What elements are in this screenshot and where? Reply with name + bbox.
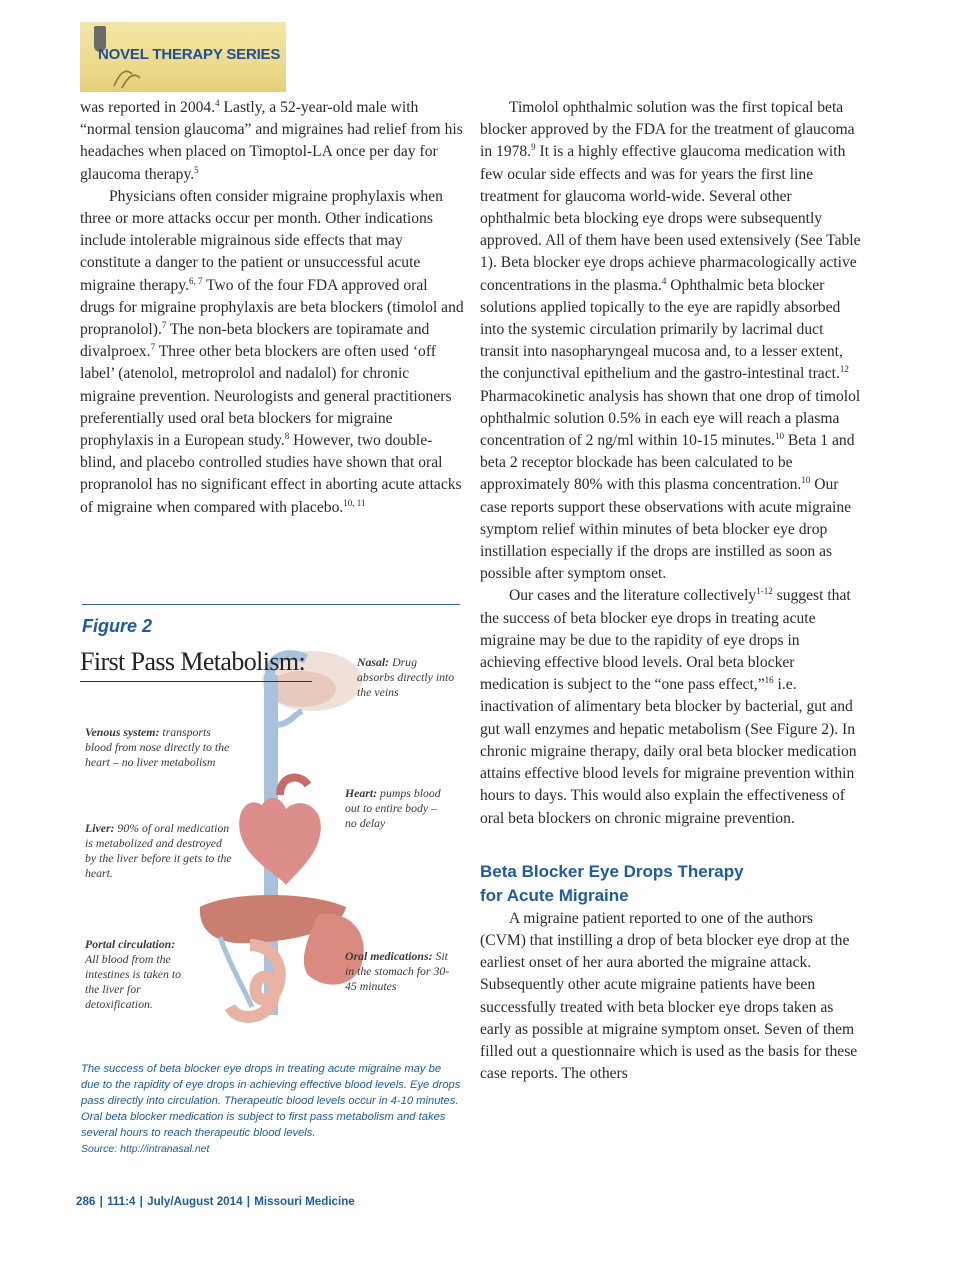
- annotation-venous: [85, 725, 235, 770]
- page-footer: [76, 1195, 355, 1208]
- annotation-portal: [85, 937, 187, 1012]
- text-run: It is a highly effective glaucoma medication with few ocular side effects and was for years the first line treatment for glaucoma world-wide. Several other ophthalmic beta blocking eye drops were subsequently approved. All of them have been used extensively (See Table 1). Beta blocker eye drops achieve pharmacologically active concentrations in the plasma.: [480, 143, 861, 294]
- citation-marker: 10, 11: [343, 497, 366, 508]
- annotation-oral: [345, 949, 455, 994]
- paragraph: [80, 186, 464, 519]
- citation-marker: 9: [531, 142, 536, 153]
- citation-marker: 12: [839, 364, 849, 375]
- annotation-heading: Portal circulation:: [85, 937, 176, 951]
- text-run: Lastly, a 52-year-old male with “normal tension glaucoma” and migraines had relief from his headaches when placed on Timoptol-LA once per day for glaucoma therapy.: [80, 99, 463, 183]
- annotation-text: Drug absorbs directly into the veins: [357, 655, 455, 699]
- page-number: 286: [76, 1195, 96, 1208]
- citation-marker: 10: [774, 431, 784, 442]
- citation-marker: 4: [661, 275, 667, 286]
- figure-label: Figure 2: [82, 616, 153, 636]
- series-banner: [80, 22, 286, 92]
- text-run: A migraine patient reported to one of the authors (CVM) that instilling a drop of beta blocker eye drop at the earliest onset of her aura aborted the migraine attack. Subsequently other acute migraine patients have been successfully treated with beta blocker eye drops taken as early as possible at migraine symptom onset. Seven of them filled out a questionnaire which is used as the basis for these case reports. The others: [480, 909, 858, 1083]
- paragraph: [80, 97, 464, 186]
- text-run: was reported in 2004.: [80, 99, 216, 116]
- heading-line: for Acute Migraine: [480, 885, 629, 905]
- citation-marker: 4: [215, 98, 220, 108]
- left-column: [80, 97, 464, 519]
- text-run: Our case reports support these observations with acute migraine symptom relief within minutes of beta blocker eye drop instillation especially if the drops are instilled as soon as possible after symptom onset.: [480, 476, 852, 583]
- paragraph: [480, 585, 862, 829]
- text-run: suggest that the success of beta blocker eye drops in treating acute migraine may be due to the rapidity of eye drops in achieving effective blood levels. Oral beta blocker medication is subject to the “one pass effect,”: [480, 587, 851, 694]
- figure-title: First Pass Metabolism:: [80, 647, 306, 676]
- paragraph: [480, 908, 862, 1086]
- annotation-heading: Nasal:: [357, 655, 390, 669]
- annotation-heart: [345, 786, 445, 831]
- annotation-text: pumps blood out to entire body – no delay: [345, 786, 441, 830]
- caption-text: The success of beta blocker eye drops in treating acute migraine may be due to the rapidity of eye drops in achieving effective blood levels. Eye drops pass directly into circulation. Therapeutic blood levels occur in 4-10 minutes. Oral beta blocker medication is subject to first pass metabolism and takes several hours to reach therapeutic blood levels.: [81, 1063, 461, 1139]
- text-run: Our cases and the literature collectively: [509, 587, 757, 605]
- text-run: Three other beta blockers are often used ‘off label’ (atenolol, metroprolol and nadalol) for chronic migraine prevention. Neurologists and general practitioners preferentially used oral beta blockers for migraine prophylaxis in a European study.: [80, 343, 452, 450]
- footer-separator: |: [99, 1195, 103, 1208]
- figure-divider: [82, 604, 460, 605]
- caption-source: Source: http://intranasal.net: [81, 1143, 210, 1155]
- figure-2: [80, 645, 460, 1040]
- annotation-heading: Liver:: [85, 821, 115, 835]
- text-run: However, two double-blind, and placebo controlled studies have shown that oral propranolol has no significant effect in aborting acute attacks of migraine when compared with placebo.: [80, 432, 462, 516]
- citation-marker: 8: [284, 431, 290, 442]
- annotation-heading: Heart:: [345, 786, 378, 800]
- swirl-icon: [110, 64, 150, 90]
- annotation-heading: Venous system:: [85, 725, 160, 739]
- section-heading: [480, 860, 862, 908]
- annotation-text: transports blood from nose directly to the heart – no liver metabolism: [85, 725, 230, 769]
- annotation-heading: Oral medications:: [345, 949, 433, 963]
- citation-marker: 7: [161, 320, 167, 331]
- volume-issue: 111:4: [107, 1195, 136, 1208]
- heading-line: Beta Blocker Eye Drops Therapy: [480, 861, 744, 881]
- vein-branch-shape: [278, 711, 302, 725]
- annotation-liver: [85, 821, 235, 881]
- citation-marker: 1-12: [756, 586, 773, 597]
- right-column: [480, 97, 862, 1085]
- annotation-text: Sit in the stomach for 30-45 minutes: [345, 949, 450, 993]
- footer-separator: |: [139, 1195, 143, 1208]
- series-title: NOVEL THERAPY SERIES: [98, 46, 281, 63]
- heart-shape: [239, 798, 321, 885]
- text-run: Two of the four FDA approved oral drugs for migraine prophylaxis are beta blockers (timolol and propranolol).: [80, 276, 464, 339]
- text-run: Physicians often consider migraine prophylaxis when three or more attacks occur per month. Other indications include intolerable migrainous side effects that may constitute a danger to the patient or unsuccessful acute migraine therapy.: [80, 187, 443, 294]
- text-run: The non-beta blockers are topiramate and divalproex.: [80, 321, 430, 361]
- aorta-shape: [280, 778, 308, 795]
- annotation-text: 90% of oral medication is metabolized and destroyed by the liver before it gets to the heart.: [85, 821, 232, 880]
- citation-marker: 6, 7: [188, 275, 203, 286]
- citation-marker: 5: [194, 164, 199, 175]
- issue-date: July/August 2014: [147, 1195, 243, 1208]
- figure-caption: [81, 1061, 461, 1157]
- text-run: Pharmacokinetic analysis has shown that one drop of timolol ophthalmic solution 0.5% in each eye will reach a plasma concentration of 2 ng/ml within 10-15 minutes.: [480, 387, 861, 450]
- text-run: Timolol ophthalmic solution was the first topical beta blocker approved by the FDA for the treatment of glaucoma in 1978.: [480, 99, 855, 161]
- annotation-text: All blood from the intestines is taken to the liver for detoxification.: [85, 952, 181, 1011]
- figure-title-underline: [80, 681, 312, 682]
- citation-marker: 16: [764, 675, 774, 686]
- paragraph: [480, 97, 862, 585]
- citation-marker: 10: [801, 475, 811, 486]
- text-run: i.e. inactivation of alimentary beta blocker by bacterial, gut and gut wall enzymes and hepatic metabolism (See Figure 2). In chronic migraine therapy, daily oral beta blocker medication attains effective blood levels for migraine prevention within hours to days. This would also explain the effectiveness of oral beta blockers on chronic migraine prevention.: [480, 676, 857, 827]
- portal-vein-shape: [220, 937, 252, 1007]
- footer-separator: |: [246, 1195, 251, 1208]
- text-run: Beta 1 and beta 2 receptor blockade has been calculated to be approximately 80% with this plasma concentration.: [480, 432, 855, 494]
- annotation-nasal: [357, 655, 457, 700]
- citation-marker: 7: [150, 342, 156, 353]
- text-run: Ophthalmic beta blocker solutions applied topically to the eye are rapidly absorbed into the systemic circulation primarily by lacrimal duct transit into nasopharyngeal mucosa and, to a lesser extent, the conjunctival epithelium and the gastro-intestinal tract.: [480, 276, 843, 383]
- journal-name: Missouri Medicine: [254, 1195, 355, 1208]
